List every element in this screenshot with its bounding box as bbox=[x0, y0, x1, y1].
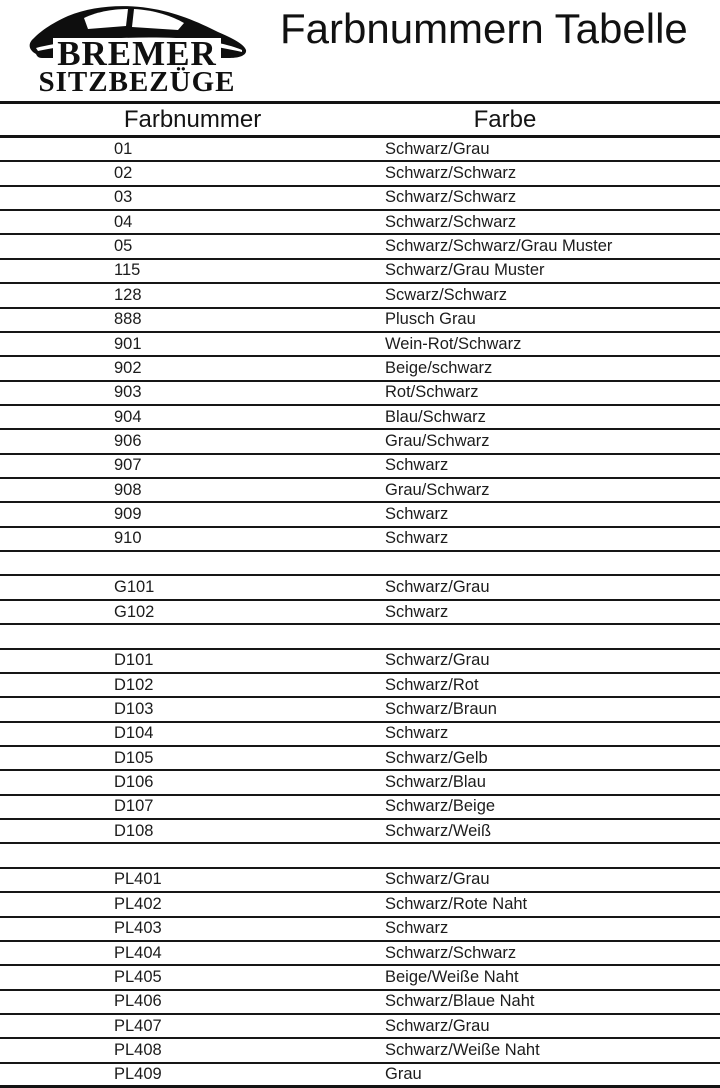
farbe-cell: Schwarz/Blaue Naht bbox=[385, 992, 535, 1011]
brand-name: BREMER bbox=[26, 34, 248, 74]
farbnummer-cell: 906 bbox=[114, 431, 142, 450]
farbnummer-cell: G101 bbox=[114, 578, 155, 597]
table-row bbox=[0, 1039, 720, 1063]
table-row bbox=[0, 650, 720, 674]
farbe-cell: Schwarz/Weiße Naht bbox=[385, 1040, 540, 1059]
table-row bbox=[0, 918, 720, 942]
farbnummer-cell: 909 bbox=[114, 505, 142, 524]
table-row bbox=[0, 333, 720, 357]
farbe-cell: Schwarz/Schwarz bbox=[385, 212, 517, 231]
farbnummer-cell: PL404 bbox=[114, 943, 162, 962]
farbe-cell: Schwarz/Beige bbox=[385, 797, 496, 816]
header-farbe: Farbe bbox=[473, 105, 537, 133]
farbnummer-cell: PL403 bbox=[114, 919, 162, 938]
spacer-row bbox=[0, 625, 720, 649]
farbe-cell: Grau/Schwarz bbox=[385, 480, 490, 499]
farbe-cell: Schwarz bbox=[385, 724, 449, 743]
table-row bbox=[0, 942, 720, 966]
table-row bbox=[0, 747, 720, 771]
farbnummer-cell: 903 bbox=[114, 383, 142, 402]
farbnummer-cell: 904 bbox=[114, 407, 142, 426]
farbe-cell: Schwarz/Schwarz bbox=[385, 164, 517, 183]
table-row bbox=[0, 284, 720, 308]
table-row bbox=[0, 479, 720, 503]
table-row bbox=[0, 138, 720, 162]
table-row bbox=[0, 211, 720, 235]
farbnummer-cell: D102 bbox=[114, 675, 154, 694]
farbe-cell: Schwarz/Schwarz/Grau Muster bbox=[385, 237, 613, 256]
table-row bbox=[0, 723, 720, 747]
farbe-cell: Plusch Grau bbox=[385, 310, 476, 329]
table-row bbox=[0, 966, 720, 990]
farbe-cell: Schwarz/Schwarz bbox=[385, 943, 517, 962]
table-row bbox=[0, 406, 720, 430]
table-row bbox=[0, 698, 720, 722]
farbnummer-cell: D107 bbox=[114, 797, 154, 816]
table-row bbox=[0, 869, 720, 893]
farbnummer-cell: 901 bbox=[114, 334, 142, 353]
table-row bbox=[0, 187, 720, 211]
farbe-cell: Schwarz/Grau bbox=[385, 578, 490, 597]
table-row bbox=[0, 260, 720, 284]
farbe-cell: Schwarz/Braun bbox=[385, 699, 497, 718]
table-row bbox=[0, 991, 720, 1015]
color-number-table bbox=[0, 101, 720, 1088]
farbe-cell: Schwarz/Grau bbox=[385, 1016, 490, 1035]
farbnummer-cell: 03 bbox=[114, 188, 133, 207]
brand-logo bbox=[26, 4, 248, 96]
farbnummer-cell: PL406 bbox=[114, 992, 162, 1011]
farbnummer-cell: 01 bbox=[114, 139, 133, 158]
header-farbnummer: Farbnummer bbox=[123, 105, 262, 133]
farbe-cell: Schwarz bbox=[385, 919, 449, 938]
table-row bbox=[0, 893, 720, 917]
table-row bbox=[0, 1064, 720, 1088]
farbe-cell: Wein-Rot/Schwarz bbox=[385, 334, 522, 353]
table-row bbox=[0, 503, 720, 527]
farbe-cell: Beige/Weiße Naht bbox=[385, 967, 519, 986]
farbnummer-cell: PL401 bbox=[114, 870, 162, 889]
farbnummer-cell: PL405 bbox=[114, 967, 162, 986]
table-row bbox=[0, 235, 720, 259]
table-row bbox=[0, 771, 720, 795]
farbnummer-cell: 908 bbox=[114, 480, 142, 499]
farbe-cell: Rot/Schwarz bbox=[385, 383, 479, 402]
farbe-cell: Schwarz/Grau Muster bbox=[385, 261, 545, 280]
brand-subtitle: SITZBEZÜGE bbox=[38, 66, 236, 98]
masthead bbox=[0, 0, 720, 101]
table-row bbox=[0, 1015, 720, 1039]
farbnummer-cell: D106 bbox=[114, 773, 154, 792]
farbe-cell: Grau/Schwarz bbox=[385, 431, 490, 450]
farbe-cell: Schwarz bbox=[385, 456, 449, 475]
farbnummer-cell: 888 bbox=[114, 310, 142, 329]
farbnummer-cell: D105 bbox=[114, 748, 154, 767]
farbe-cell: Schwarz/Blau bbox=[385, 773, 486, 792]
farbe-cell: Schwarz/Grau bbox=[385, 139, 490, 158]
table-row bbox=[0, 820, 720, 844]
table-row bbox=[0, 455, 720, 479]
table-header-row bbox=[0, 101, 720, 138]
farbe-cell: Schwarz/Schwarz bbox=[385, 188, 517, 207]
farbnummer-cell: 910 bbox=[114, 529, 142, 548]
farbe-cell: Schwarz/Gelb bbox=[385, 748, 488, 767]
farbe-cell: Schwarz bbox=[385, 505, 449, 524]
farbe-cell: Blau/Schwarz bbox=[385, 407, 486, 426]
farbe-cell: Scwarz/Schwarz bbox=[385, 285, 507, 304]
farbnummer-cell: D101 bbox=[114, 651, 154, 670]
table-row bbox=[0, 309, 720, 333]
farbnummer-cell: 907 bbox=[114, 456, 142, 475]
farbe-cell: Schwarz bbox=[385, 529, 449, 548]
farbnummer-cell: D103 bbox=[114, 699, 154, 718]
table-row bbox=[0, 601, 720, 625]
farbe-cell: Schwarz/Rot bbox=[385, 675, 479, 694]
farbe-cell: Schwarz/Grau bbox=[385, 651, 490, 670]
table-row bbox=[0, 382, 720, 406]
farbnummer-cell: G102 bbox=[114, 602, 155, 621]
farbnummer-cell: PL407 bbox=[114, 1016, 162, 1035]
farbnummer-cell: PL408 bbox=[114, 1040, 162, 1059]
table-row bbox=[0, 430, 720, 454]
farbe-cell: Schwarz bbox=[385, 602, 449, 621]
farbnummer-cell: D104 bbox=[114, 724, 154, 743]
farbe-cell: Schwarz/Grau bbox=[385, 870, 490, 889]
table-row bbox=[0, 674, 720, 698]
farbe-cell: Schwarz/Weiß bbox=[385, 821, 492, 840]
farbe-cell: Schwarz/Rote Naht bbox=[385, 894, 528, 913]
table-row bbox=[0, 528, 720, 552]
farbnummer-cell: 05 bbox=[114, 237, 133, 256]
table-row bbox=[0, 576, 720, 600]
farbnummer-cell: PL402 bbox=[114, 894, 162, 913]
table-row bbox=[0, 162, 720, 186]
spacer-row bbox=[0, 552, 720, 576]
table-body bbox=[0, 138, 720, 1088]
page-title: Farbnummern Tabelle bbox=[280, 5, 688, 52]
table-row bbox=[0, 796, 720, 820]
farbnummer-cell: D108 bbox=[114, 821, 154, 840]
farbnummer-cell: 115 bbox=[114, 261, 141, 280]
table-row bbox=[0, 357, 720, 381]
spacer-row bbox=[0, 844, 720, 868]
farbnummer-cell: 02 bbox=[114, 164, 133, 183]
farbnummer-cell: 902 bbox=[114, 358, 142, 377]
farbnummer-cell: 04 bbox=[114, 212, 133, 231]
farbe-cell: Beige/schwarz bbox=[385, 358, 493, 377]
farbe-cell: Grau bbox=[385, 1064, 422, 1083]
farbnummer-cell: 128 bbox=[114, 285, 142, 304]
farbnummer-cell: PL409 bbox=[114, 1064, 162, 1083]
